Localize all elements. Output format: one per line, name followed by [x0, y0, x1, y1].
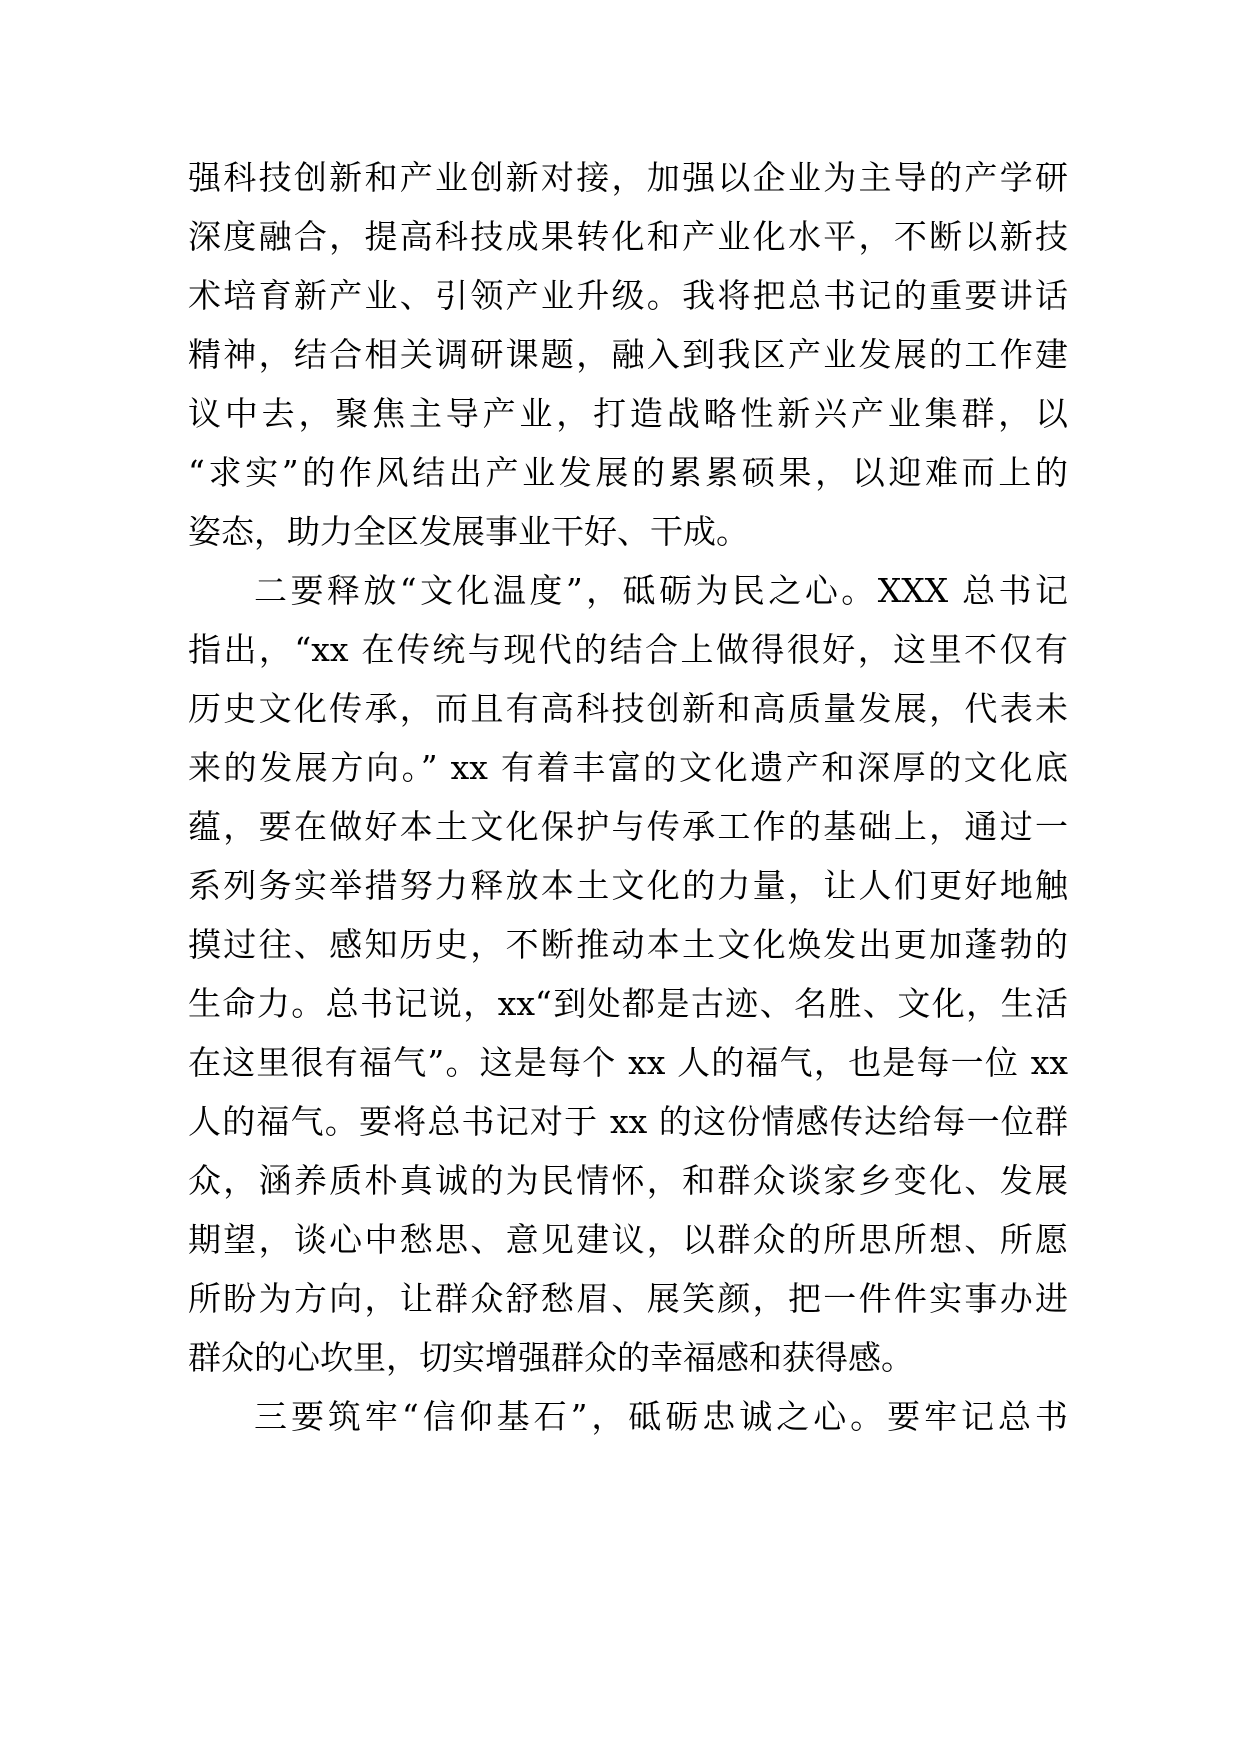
text-line: 摸过往、感知历史，不断推动本土文化焕发出更加蓬勃的 — [188, 925, 1068, 964]
text-line: 术培育新产业、引领产业升级。我将把总书记的重要讲话 — [188, 276, 1068, 315]
text-line: 期望，谈心中愁思、意见建议，以群众的所思所想、所愿 — [188, 1220, 1068, 1259]
paragraph-first-line: 二要释放“文化温度”，砥砺为民之心。XXX 总书记 — [254, 571, 1068, 610]
text-line: 姿态，助力全区发展事业干好、干成。 — [188, 512, 749, 551]
text-line: 系列务实举措努力释放本土文化的力量，让人们更好地触 — [188, 866, 1068, 905]
text-line: 人的福气。要将总书记对于 xx 的这份情感传达给每一位群 — [188, 1102, 1068, 1141]
text-line: 生命力。总书记说，xx“到处都是古迹、名胜、文化，生活 — [188, 984, 1068, 1023]
text-line: 群众的心坎里，切实增强群众的幸福感和获得感。 — [188, 1338, 914, 1377]
text-line: 精神，结合相关调研课题，融入到我区产业发展的工作建 — [188, 335, 1068, 374]
text-line: 深度融合，提高科技成果转化和产业化水平，不断以新技 — [188, 217, 1068, 256]
paragraph-first-line: 三要筑牢“信仰基石”，砥砺忠诚之心。要牢记总书 — [254, 1397, 1068, 1436]
text-line: 历史文化传承，而且有高科技创新和高质量发展，代表未 — [188, 689, 1068, 728]
text-line: 在这里很有福气”。这是每个 xx 人的福气，也是每一位 xx — [188, 1043, 1068, 1082]
text-line: “求实”的作风结出产业发展的累累硕果，以迎难而上的 — [188, 453, 1068, 492]
text-line: 指出，“xx 在传统与现代的结合上做得很好，这里不仅有 — [188, 630, 1068, 669]
text-line: 强科技创新和产业创新对接，加强以企业为主导的产学研 — [188, 158, 1068, 197]
text-line: 众，涵养质朴真诚的为民情怀，和群众谈家乡变化、发展 — [188, 1161, 1068, 1200]
text-line: 议中去，聚焦主导产业，打造战略性新兴产业集群，以 — [188, 394, 1068, 433]
text-line: 所盼为方向，让群众舒愁眉、展笑颜，把一件件实事办进 — [188, 1279, 1068, 1318]
text-line: 蕴，要在做好本土文化保护与传承工作的基础上，通过一 — [188, 807, 1068, 846]
text-line: 来的发展方向。” xx 有着丰富的文化遗产和深厚的文化底 — [188, 748, 1068, 787]
